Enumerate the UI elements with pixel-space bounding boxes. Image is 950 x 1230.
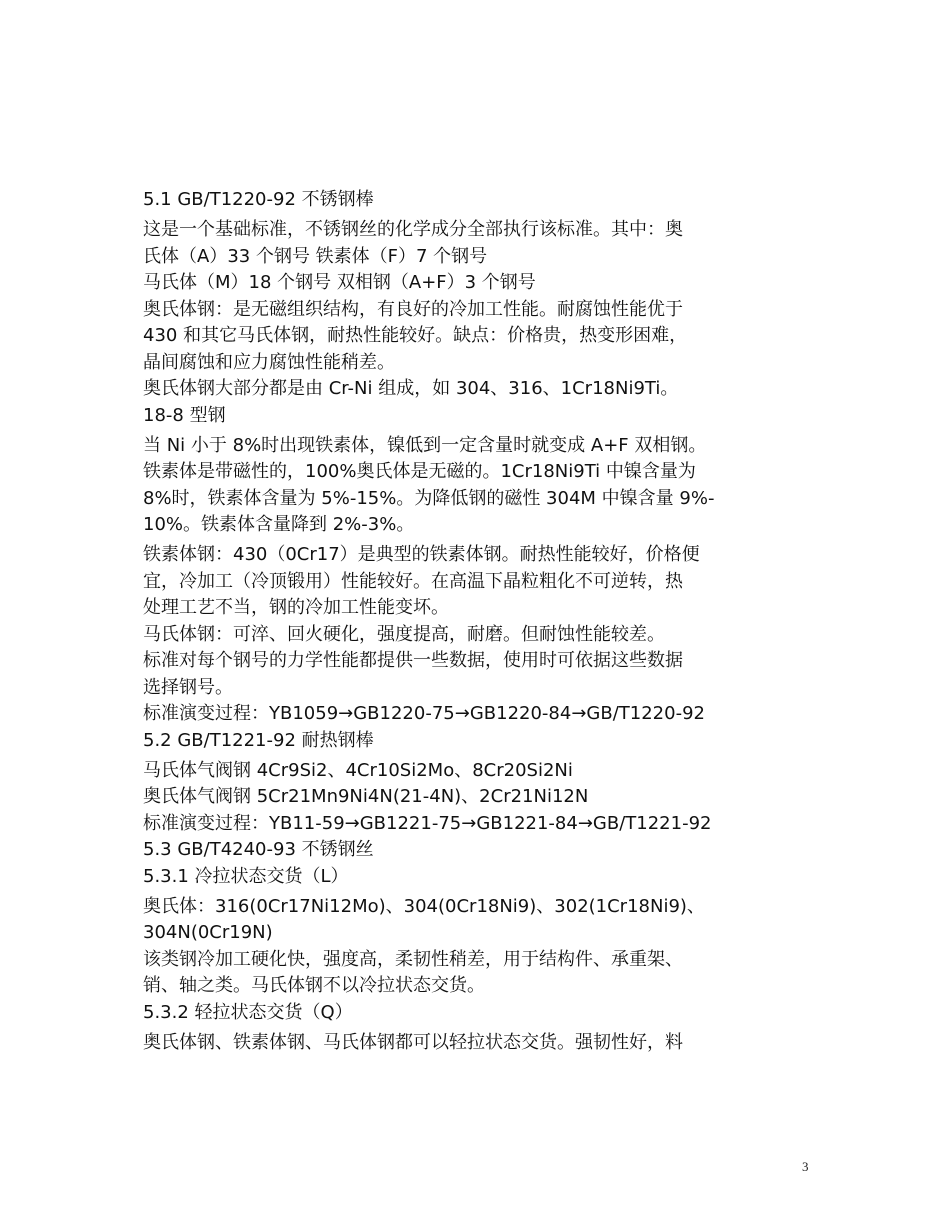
paragraph-line: 氏体（A）33 个钢号 铁素体（F）7 个钢号 [143, 245, 488, 267]
paragraph-line: 马氏体（M）18 个钢号 双相钢（A+F）3 个钢号 [143, 272, 536, 293]
paragraph-line: 铁素体钢：430（0Cr17）是典型的铁素体钢。耐热性能较好，价格便 [143, 544, 700, 565]
paragraph-line: 奥氏体钢：是无磁组织结构，有良好的冷加工性能。耐腐蚀性能优于 [143, 298, 683, 320]
document-body [143, 187, 808, 1056]
paragraph-line: 430 和其它马氏体钢，耐热性能较好。缺点：价格贵，热变形困难， [143, 325, 688, 346]
subheading-18-8: 18-8 型钢 [143, 404, 226, 426]
page-number: 3 [802, 1159, 809, 1174]
paragraph-line: 奥氏体钢大部分都是由 Cr-Ni 组成，如 304、316、1Cr18Ni9Ti。 [143, 378, 679, 399]
paragraph-line: 奥氏体钢、铁素体钢、马氏体钢都可以轻拉状态交货。强韧性好，料 [143, 1031, 683, 1053]
paragraph-line: 8%时，铁素体含量为 5%-15%。为降低钢的磁性 304M 中镍含量 9%- [143, 487, 715, 509]
paragraph-line: 标准演变过程：YB1059→GB1220-75→GB1220-84→GB/T1220-92 [143, 703, 705, 724]
subheading-5-3-2: 5.3.2 轻拉状态交货（Q） [143, 1001, 353, 1023]
paragraph-line: 处理工艺不当，钢的冷加工性能变坏。 [143, 597, 449, 618]
paragraph-line: 选择钢号。 [143, 676, 233, 698]
paragraph-line: 马氏体气阀钢 4Cr9Si2、4Cr10Si2Mo、8Cr20Si2Ni [143, 759, 573, 781]
section-heading-5-1: 5.1 GB/T1220-92 不锈钢棒 [143, 189, 374, 210]
section-heading-5-3: 5.3 GB/T4240-93 不锈钢丝 [143, 839, 374, 860]
subheading-5-3-1: 5.3.1 冷拉状态交货（L） [143, 865, 349, 887]
paragraph-line: 销、轴之类。马氏体钢不以冷拉状态交货。 [143, 975, 485, 996]
paragraph-line: 奥氏体：316(0Cr17Ni12Mo)、304(0Cr18Ni9)、302(1Cr18Ni9)、 [143, 895, 705, 917]
paragraph-line: 当 Ni 小于 8%时出现铁素体，镍低到一定含量时就变成 A+F 双相钢。 [143, 434, 707, 456]
section-heading-5-2: 5.2 GB/T1221-92 耐热钢棒 [143, 729, 374, 751]
paragraph-line: 宜，冷加工（冷顶锻用）性能较好。在高温下晶粒粗化不可逆转，热 [143, 570, 683, 592]
paragraph-line: 铁素体是带磁性的，100%奥氏体是无磁的。1Cr18Ni9Ti 中镍含量为 [143, 461, 696, 482]
paragraph-line: 标准对每个钢号的力学性能都提供一些数据，使用时可依据这些数据 [143, 650, 683, 671]
paragraph-line: 这是一个基础标准，不锈钢丝的化学成分全部执行该标准。其中：奥 [143, 219, 683, 240]
paragraph-line: 晶间腐蚀和应力腐蚀性能稍差。 [143, 351, 395, 373]
paragraph-line: 304N(0Cr19N) [143, 922, 273, 943]
paragraph-line: 标准演变过程：YB11-59→GB1221-75→GB1221-84→GB/T1221-92 [143, 812, 712, 834]
paragraph-line: 该类钢冷加工硬化快，强度高，柔韧性稍差，用于结构件、承重架、 [143, 948, 683, 970]
paragraph-line: 马氏体钢：可淬、回火硬化，强度提高，耐磨。但耐蚀性能较差。 [143, 623, 665, 645]
paragraph-line: 奥氏体气阀钢 5Cr21Mn9Ni4N(21-4N)、2Cr21Ni12N [143, 786, 589, 807]
paragraph-line: 10%。铁素体含量降到 2%-3%。 [143, 514, 415, 535]
